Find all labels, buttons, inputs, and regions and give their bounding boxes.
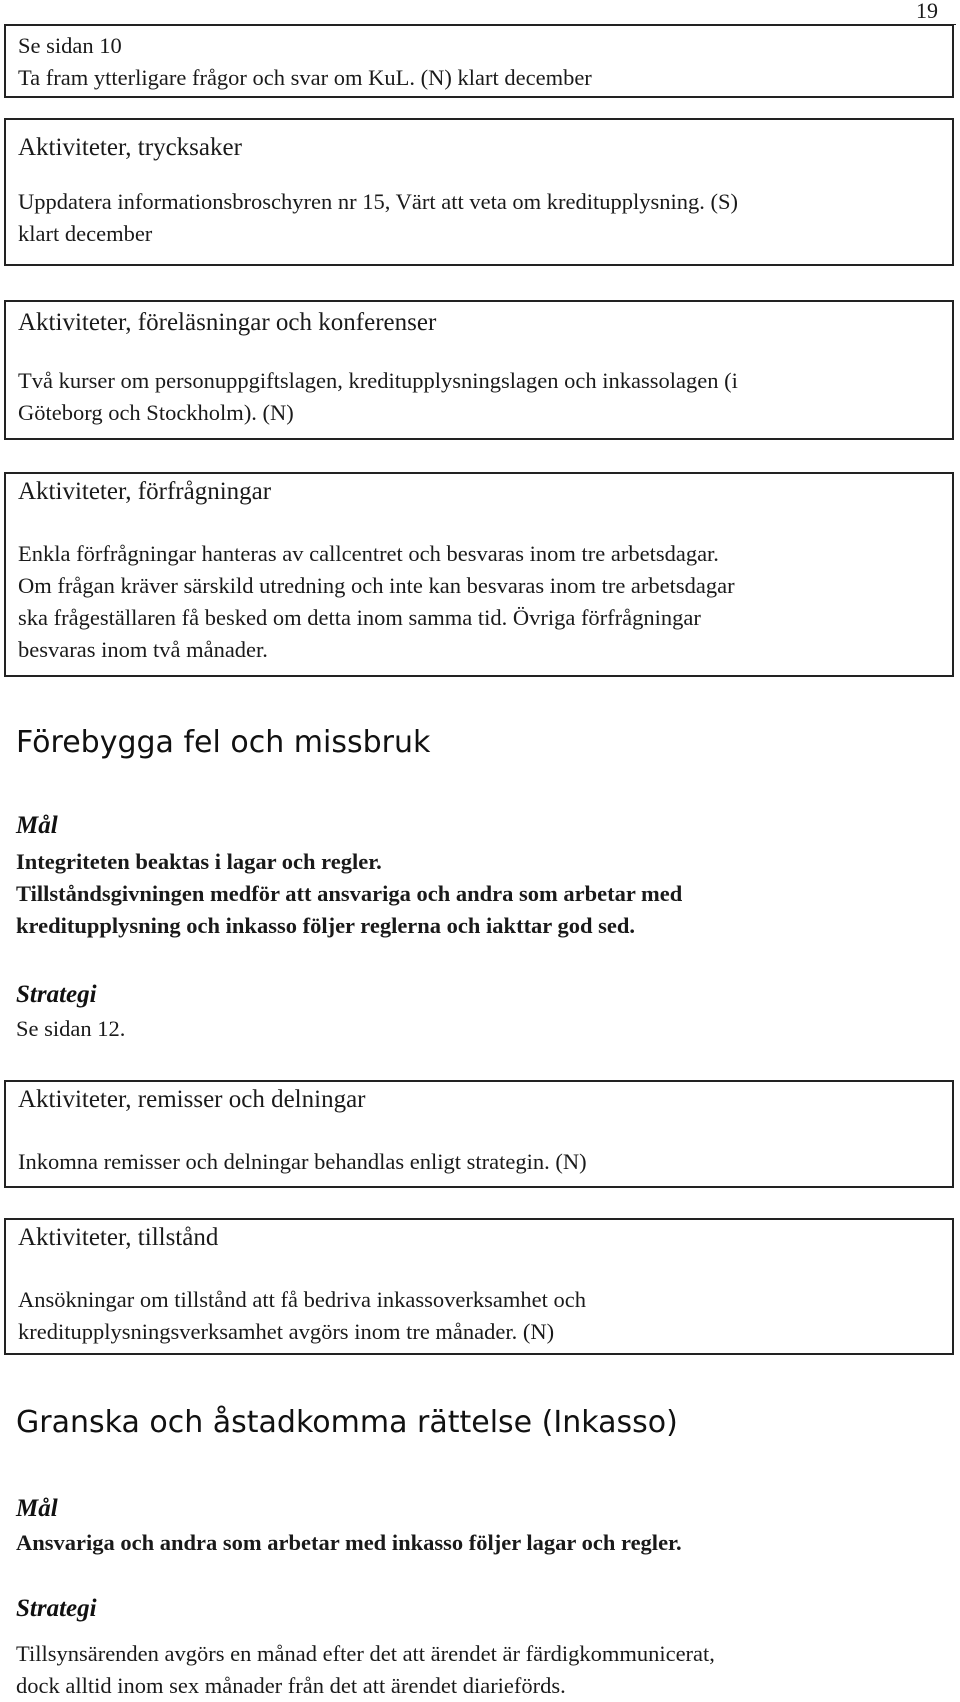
strategy-text-2	[16, 1638, 936, 1702]
box3-line2: Göteborg och Stockholm). (N)	[18, 400, 294, 425]
activity-box-remisser	[4, 1080, 954, 1188]
goal-line2: Tillståndsgivningen medför att ansvariga och andra som arbetar med	[16, 881, 683, 906]
strategy-label: Strategi	[16, 981, 97, 1008]
box6-title: Aktiviteter, tillstånd	[18, 1224, 219, 1251]
goal-label-2: Mål	[16, 1495, 58, 1522]
box4-line2: Om frågan kräver särskild utredning och inte kan besvaras inom tre arbetsdagar	[18, 573, 735, 598]
strategy-label-2: Strategi	[16, 1595, 97, 1622]
box1-line2: Ta fram ytterligare frågor och svar om KuL. (N) klart december	[18, 65, 592, 90]
box2-line2: klart december	[18, 221, 153, 246]
goal-line3: kreditupplysning och inkasso följer reglerna och iakttar god sed.	[16, 913, 636, 938]
box4-line4: besvaras inom två månader.	[18, 637, 268, 662]
strategy-text: Se sidan 12.	[16, 1016, 126, 1041]
section-heading-forebygga: Förebygga fel och missbruk	[16, 725, 431, 760]
page-number: 19	[916, 0, 938, 23]
box1-line1: Se sidan 10	[18, 33, 122, 58]
activity-box-forfragningar	[4, 472, 954, 677]
goal-line1: Integriteten beaktas i lagar och regler.	[16, 849, 382, 874]
goal-text-2: Ansvariga och andra som arbetar med inkasso följer lagar och regler.	[16, 1530, 682, 1555]
activity-box-trycksaker	[4, 118, 954, 266]
goal-label: Mål	[16, 812, 58, 839]
section-heading-granska: Granska och åstadkomma rättelse (Inkasso)	[16, 1405, 678, 1440]
activity-box-ku	[4, 24, 954, 98]
box2-line1: Uppdatera informationsbroschyren nr 15, Värt att veta om kreditupplysning. (S)	[18, 189, 739, 214]
box2-title: Aktiviteter, trycksaker	[18, 134, 242, 161]
strategy2-line2: dock alltid inom sex månader från det att ärendet diarieförds.	[16, 1673, 566, 1698]
box6-line1: Ansökningar om tillstånd att få bedriva inkassoverksamhet och	[18, 1287, 586, 1312]
strategy2-line1: Tillsynsärenden avgörs en månad efter det att ärendet är färdigkommunicerat,	[16, 1641, 715, 1666]
goal-text	[16, 846, 936, 942]
box5-line1: Inkomna remisser och delningar behandlas enligt strategin. (N)	[18, 1149, 587, 1174]
box5-title: Aktiviteter, remisser och delningar	[18, 1086, 366, 1113]
box4-line1: Enkla förfrågningar hanteras av callcentret och besvaras inom tre arbetsdagar.	[18, 541, 719, 566]
activity-box-forelasningar	[4, 300, 954, 440]
activity-box-tillstand	[4, 1218, 954, 1355]
box4-title: Aktiviteter, förfrågningar	[18, 478, 272, 505]
box6-line2: kreditupplysningsverksamhet avgörs inom tre månader. (N)	[18, 1319, 555, 1344]
box3-title: Aktiviteter, föreläsningar och konferenser	[18, 309, 437, 336]
box4-line3: ska frågeställaren få besked om detta inom samma tid. Övriga förfrågningar	[18, 605, 701, 630]
box3-line1: Två kurser om personuppgiftslagen, kreditupplysningslagen och inkassolagen (i	[18, 368, 738, 393]
